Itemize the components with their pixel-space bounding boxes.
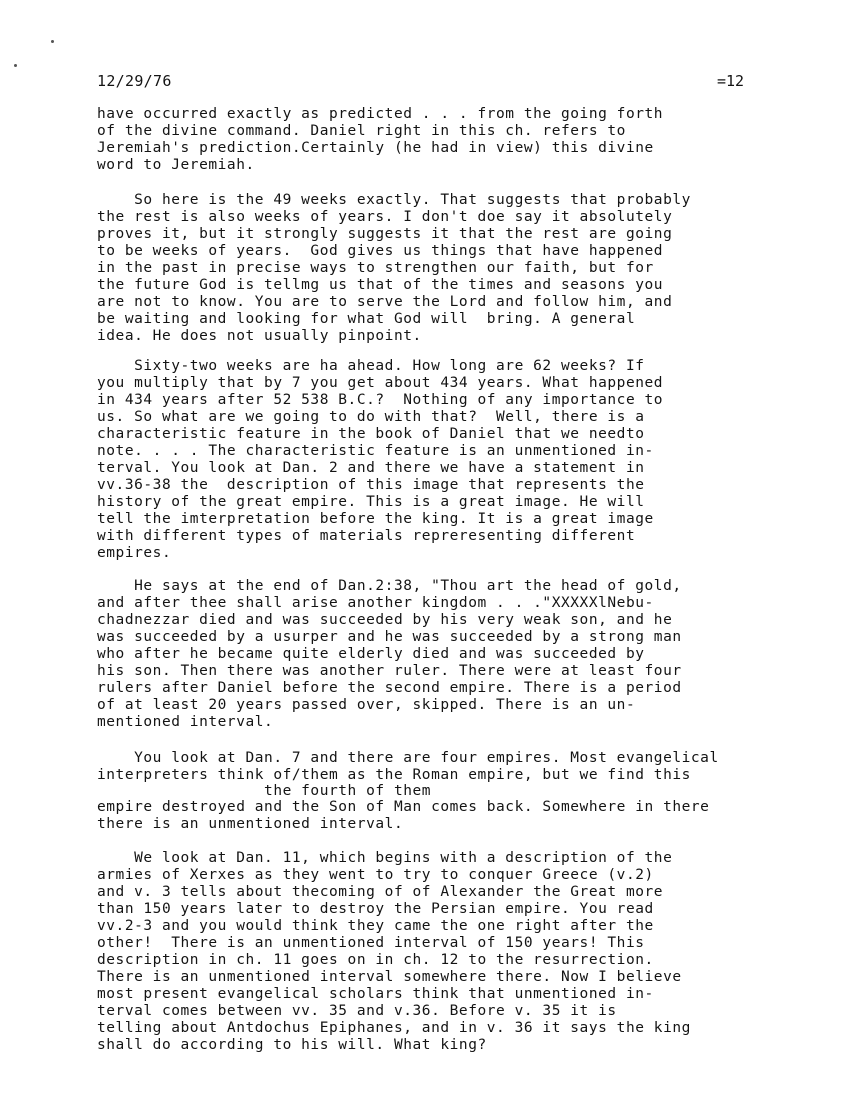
text-line: to be weeks of years. God gives us things that have happened bbox=[97, 243, 664, 259]
text-line: tell the imterpretation before the king. It is a great image bbox=[97, 511, 654, 527]
paragraph-6 bbox=[97, 850, 691, 1054]
text-line: word to Jeremiah. bbox=[97, 157, 255, 173]
text-line: be waiting and looking for what God will bring. A general bbox=[97, 311, 636, 327]
text-line: are not to know. You are to serve the Lord and follow him, and bbox=[97, 294, 673, 310]
text-line: us. So what are we going to do with that? Well, there is a bbox=[97, 409, 645, 425]
text-line: other! There is an unmentioned interval of 150 years! This bbox=[97, 935, 645, 951]
text-line: vv.36-38 the description of this image that represents the bbox=[97, 477, 645, 493]
text-line: characteristic feature in the book of Daniel that we needto bbox=[97, 426, 645, 442]
text-line: and v. 3 tells about thecoming of of Alexander the Great more bbox=[97, 884, 664, 900]
text-line: vv.2-3 and you would think they came the one right after the bbox=[97, 918, 654, 934]
text-line: of at least 20 years passed over, skipped. There is an un- bbox=[97, 697, 636, 713]
text-line: terval. You look at Dan. 2 and there we have a statement in bbox=[97, 460, 645, 476]
paper-speck bbox=[14, 64, 17, 67]
paragraph-1 bbox=[97, 106, 663, 174]
text-line: shall do according to his will. What king? bbox=[97, 1037, 487, 1053]
page-date: 12/29/76 bbox=[97, 72, 172, 90]
paragraph-3 bbox=[97, 358, 663, 562]
text-line: idea. He does not usually pinpoint. bbox=[97, 328, 422, 344]
text-line: than 150 years later to destroy the Persian empire. You read bbox=[97, 901, 654, 917]
text-line: have occurred exactly as predicted . . . from the going forth bbox=[97, 106, 664, 122]
text-line: proves it, but it strongly suggests it that the rest are going bbox=[97, 226, 673, 242]
interlinear-insertion: the fourth of them bbox=[97, 783, 432, 799]
text-line: there is an unmentioned interval. bbox=[97, 816, 404, 832]
text-line: in 434 years after 52 538 B.C.? Nothing of any importance to bbox=[97, 392, 664, 408]
text-line: interpreters think of/them as the Roman empire, but we find this bbox=[97, 767, 691, 783]
text-line: his son. Then there was another ruler. There were at least four bbox=[97, 663, 682, 679]
text-line: You look at Dan. 7 and there are four empires. Most evangelical bbox=[97, 750, 719, 766]
paragraph-4 bbox=[97, 578, 682, 731]
paragraph-5 bbox=[97, 750, 719, 833]
text-line: description in ch. 11 goes on in ch. 12 to the resurrection. bbox=[97, 952, 654, 968]
text-line: who after he became quite elderly died and was succeeded by bbox=[97, 646, 645, 662]
text-line: was succeeded by a usurper and he was succeeded by a strong man bbox=[97, 629, 682, 645]
text-line: the future God is tellmg us that of the times and seasons you bbox=[97, 277, 664, 293]
text-line: most present evangelical scholars think that unmentioned in- bbox=[97, 986, 654, 1002]
text-line: rulers after Daniel before the second empire. There is a period bbox=[97, 680, 682, 696]
text-line: mentioned interval. bbox=[97, 714, 274, 730]
text-line: He says at the end of Dan.2:38, "Thou art the head of gold, bbox=[97, 578, 682, 594]
paragraph-2 bbox=[97, 192, 691, 345]
text-line: empire destroyed and the Son of Man comes back. Somewhere in there bbox=[97, 799, 710, 815]
text-line: history of the great empire. This is a great image. He will bbox=[97, 494, 645, 510]
text-line: you multiply that by 7 you get about 434 years. What happened bbox=[97, 375, 664, 391]
text-line: So here is the 49 weeks exactly. That suggests that probably bbox=[97, 192, 691, 208]
text-line: Jeremiah's prediction.Certainly (he had in view) this divine bbox=[97, 140, 654, 156]
text-line: empires. bbox=[97, 545, 172, 561]
text-line: and after thee shall arise another kingdom . . ."XXXXXlNebu- bbox=[97, 595, 654, 611]
text-line: We look at Dan. 11, which begins with a description of the bbox=[97, 850, 673, 866]
text-line: with different types of materials repreresenting different bbox=[97, 528, 636, 544]
page-number: =12 bbox=[717, 72, 745, 90]
text-line: of the divine command. Daniel right in this ch. refers to bbox=[97, 123, 626, 139]
paper-speck bbox=[51, 40, 54, 43]
text-line: terval comes between vv. 35 and v.36. Before v. 35 it is bbox=[97, 1003, 617, 1019]
text-line: the rest is also weeks of years. I don't doe say it absolutely bbox=[97, 209, 673, 225]
text-line: Sixty-two weeks are ha ahead. How long are 62 weeks? If bbox=[97, 358, 645, 374]
text-line: in the past in precise ways to strengthen our faith, but for bbox=[97, 260, 654, 276]
text-line: note. . . . The characteristic feature is an unmentioned in- bbox=[97, 443, 654, 459]
text-line: armies of Xerxes as they went to try to conquer Greece (v.2) bbox=[97, 867, 654, 883]
text-line: chadnezzar died and was succeeded by his very weak son, and he bbox=[97, 612, 673, 628]
text-line: telling about Antdochus Epiphanes, and in v. 36 it says the king bbox=[97, 1020, 691, 1036]
text-line: There is an unmentioned interval somewhere there. Now I believe bbox=[97, 969, 682, 985]
